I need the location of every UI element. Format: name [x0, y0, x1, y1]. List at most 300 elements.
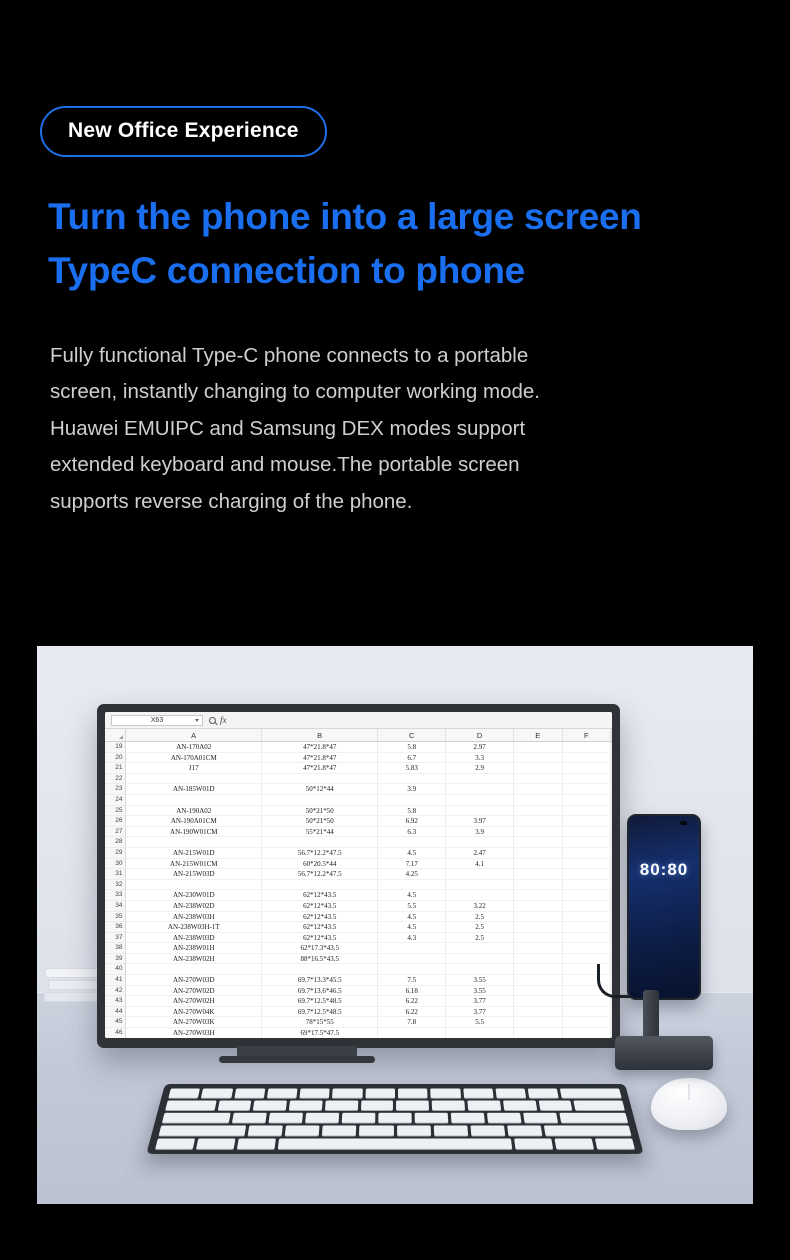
row-header[interactable]: 23: [105, 784, 126, 795]
key[interactable]: [503, 1100, 537, 1109]
cell-d[interactable]: [446, 880, 514, 891]
cell-f[interactable]: [563, 912, 611, 923]
table-row[interactable]: [105, 964, 612, 975]
smartphone[interactable]: [627, 814, 701, 1000]
cell-b[interactable]: 50*12*44: [262, 784, 378, 795]
key[interactable]: [325, 1100, 358, 1109]
chevron-down-icon[interactable]: [195, 719, 199, 722]
cell-c[interactable]: 7.17: [378, 859, 446, 870]
cell-a[interactable]: AN-270W02D: [126, 986, 262, 997]
key-shift-right[interactable]: [544, 1125, 631, 1135]
cell-d[interactable]: 2.47: [446, 848, 514, 859]
cell-a[interactable]: J17: [126, 763, 262, 774]
cell-e[interactable]: [514, 837, 562, 848]
cell-c[interactable]: 5.5: [378, 901, 446, 912]
cell-a[interactable]: [126, 837, 262, 848]
key-fn[interactable]: [196, 1138, 236, 1148]
cell-a[interactable]: AN-230W01D: [126, 890, 262, 901]
cell-a[interactable]: AN-270W04K: [126, 1007, 262, 1018]
key[interactable]: [289, 1100, 323, 1109]
cell-b[interactable]: 47*21.8*47: [262, 763, 378, 774]
cell-e[interactable]: [514, 890, 562, 901]
key[interactable]: [378, 1113, 411, 1123]
key[interactable]: [359, 1125, 393, 1135]
cell-c[interactable]: [378, 943, 446, 954]
row-header[interactable]: 39: [105, 954, 126, 965]
cell-b[interactable]: 62*12*43.5: [262, 922, 378, 933]
key[interactable]: [217, 1100, 251, 1109]
cell-b[interactable]: [262, 964, 378, 975]
cell-a[interactable]: AN-215W03D: [126, 869, 262, 880]
cell-f[interactable]: [563, 1028, 611, 1038]
table-row[interactable]: [105, 774, 612, 785]
row-header[interactable]: 35: [105, 912, 126, 923]
row-header[interactable]: 24: [105, 795, 126, 806]
row-header[interactable]: 34: [105, 901, 126, 912]
cell-b[interactable]: 69.7*12.5*48.5: [262, 1007, 378, 1018]
cell-g[interactable]: [611, 784, 612, 795]
key[interactable]: [232, 1113, 267, 1123]
cell-d[interactable]: 3.77: [446, 1007, 514, 1018]
cell-d[interactable]: 2.5: [446, 933, 514, 944]
cell-e[interactable]: [514, 742, 562, 753]
key-alt-right[interactable]: [514, 1138, 553, 1148]
key[interactable]: [487, 1113, 521, 1123]
table-row[interactable]: [105, 827, 612, 838]
cell-f[interactable]: [563, 933, 611, 944]
cell-e[interactable]: [514, 753, 562, 764]
row-header[interactable]: 20: [105, 753, 126, 764]
cell-b[interactable]: 62*12*43.5: [262, 912, 378, 923]
cell-d[interactable]: 3.22: [446, 901, 514, 912]
row-header[interactable]: 30: [105, 859, 126, 870]
cell-b[interactable]: 62*12*43.5: [262, 933, 378, 944]
cell-a[interactable]: [126, 880, 262, 891]
key[interactable]: [432, 1100, 465, 1109]
cell-c[interactable]: 4.5: [378, 912, 446, 923]
cell-a[interactable]: AN-170A02: [126, 742, 262, 753]
key[interactable]: [365, 1089, 395, 1098]
keyboard[interactable]: [146, 1084, 643, 1154]
key[interactable]: [434, 1125, 469, 1135]
cell-e[interactable]: [514, 795, 562, 806]
cell-c[interactable]: 4.5: [378, 890, 446, 901]
cell-e[interactable]: [514, 1007, 562, 1018]
cell-a[interactable]: AN-270W03K: [126, 1017, 262, 1028]
cell-d[interactable]: 3.55: [446, 986, 514, 997]
table-row[interactable]: [105, 848, 612, 859]
key[interactable]: [415, 1113, 449, 1123]
key-ctrl-right[interactable]: [554, 1138, 594, 1148]
cell-f[interactable]: [563, 1007, 611, 1018]
cell-c[interactable]: 6.92: [378, 816, 446, 827]
cell-b[interactable]: 69*17.5*47.5: [262, 1028, 378, 1038]
key[interactable]: [397, 1125, 431, 1135]
cell-b[interactable]: [262, 880, 378, 891]
cell-f[interactable]: [563, 816, 611, 827]
table-row[interactable]: [105, 912, 612, 923]
key[interactable]: [538, 1100, 572, 1109]
cell-a[interactable]: [126, 795, 262, 806]
cell-g[interactable]: [611, 890, 612, 901]
table-row[interactable]: [105, 922, 612, 933]
row-header[interactable]: 21: [105, 763, 126, 774]
cell-e[interactable]: [514, 880, 562, 891]
table-row[interactable]: [105, 986, 612, 997]
cell-e[interactable]: [514, 869, 562, 880]
cell-a[interactable]: AN-170A01CM: [126, 753, 262, 764]
cell-g[interactable]: [611, 933, 612, 944]
cell-g[interactable]: [611, 753, 612, 764]
cell-e[interactable]: [514, 986, 562, 997]
cell-g[interactable]: [611, 880, 612, 891]
column-header-a[interactable]: A: [126, 729, 262, 741]
cell-f[interactable]: [563, 901, 611, 912]
table-row[interactable]: [105, 837, 612, 848]
key[interactable]: [523, 1113, 558, 1123]
row-header[interactable]: 33: [105, 890, 126, 901]
row-header[interactable]: 46: [105, 1028, 126, 1038]
cell-c[interactable]: 6.18: [378, 986, 446, 997]
key[interactable]: [398, 1089, 428, 1098]
cell-f[interactable]: [563, 763, 611, 774]
cell-g[interactable]: [611, 742, 612, 753]
cell-e[interactable]: [514, 827, 562, 838]
row-header[interactable]: 43: [105, 996, 126, 1007]
table-row[interactable]: [105, 859, 612, 870]
row-header[interactable]: 32: [105, 880, 126, 891]
cell-g[interactable]: [611, 901, 612, 912]
cell-b[interactable]: 50*21*50: [262, 816, 378, 827]
column-header-d[interactable]: D: [446, 729, 514, 741]
key-space[interactable]: [278, 1138, 512, 1148]
row-header[interactable]: 44: [105, 1007, 126, 1018]
cell-d[interactable]: 2.5: [446, 922, 514, 933]
cell-a[interactable]: AN-238W02D: [126, 901, 262, 912]
column-header-b[interactable]: B: [262, 729, 378, 741]
table-row[interactable]: [105, 1028, 612, 1038]
key[interactable]: [470, 1125, 505, 1135]
select-all-corner[interactable]: [105, 729, 126, 741]
cell-f[interactable]: [563, 943, 611, 954]
spreadsheet-body[interactable]: [105, 742, 612, 1038]
cell-a[interactable]: AN-185W01D: [126, 784, 262, 795]
key[interactable]: [361, 1100, 394, 1109]
cell-e[interactable]: [514, 933, 562, 944]
cell-b[interactable]: 55*21*44: [262, 827, 378, 838]
cell-a[interactable]: AN-238W03H-1T: [126, 922, 262, 933]
cell-f[interactable]: [563, 890, 611, 901]
cell-e[interactable]: [514, 964, 562, 975]
table-row[interactable]: [105, 742, 612, 753]
cell-f[interactable]: [563, 774, 611, 785]
cell-f[interactable]: [563, 880, 611, 891]
table-row[interactable]: [105, 763, 612, 774]
key[interactable]: [253, 1100, 287, 1109]
cell-b[interactable]: 78*15*55: [262, 1017, 378, 1028]
cell-a[interactable]: [126, 964, 262, 975]
row-header[interactable]: 42: [105, 986, 126, 997]
key[interactable]: [342, 1113, 376, 1123]
cell-g[interactable]: [611, 922, 612, 933]
cell-g[interactable]: [611, 1007, 612, 1018]
cell-d[interactable]: [446, 774, 514, 785]
cell-c[interactable]: 6.22: [378, 996, 446, 1007]
key[interactable]: [305, 1113, 339, 1123]
cell-e[interactable]: [514, 774, 562, 785]
cell-g[interactable]: [611, 806, 612, 817]
cell-a[interactable]: AN-270W03H: [126, 1028, 262, 1038]
cell-f[interactable]: [563, 848, 611, 859]
keyboard-row[interactable]: [165, 1100, 624, 1109]
cell-b[interactable]: 60*20.5*44: [262, 859, 378, 870]
cell-d[interactable]: [446, 795, 514, 806]
cell-c[interactable]: 7.5: [378, 975, 446, 986]
cell-e[interactable]: [514, 1017, 562, 1028]
cell-e[interactable]: [514, 954, 562, 965]
cell-b[interactable]: 47*21.8*47: [262, 742, 378, 753]
table-row[interactable]: [105, 996, 612, 1007]
cell-g[interactable]: [611, 827, 612, 838]
cell-e[interactable]: [514, 816, 562, 827]
cell-d[interactable]: 3.97: [446, 816, 514, 827]
keyboard-row[interactable]: [159, 1125, 632, 1135]
cell-d[interactable]: [446, 837, 514, 848]
key-backspace[interactable]: [560, 1089, 621, 1098]
cell-e[interactable]: [514, 848, 562, 859]
cell-g[interactable]: [611, 763, 612, 774]
cell-d[interactable]: [446, 964, 514, 975]
mouse[interactable]: [651, 1078, 727, 1130]
cell-g[interactable]: [611, 774, 612, 785]
row-header[interactable]: 25: [105, 806, 126, 817]
keyboard-row[interactable]: [168, 1089, 621, 1098]
cell-f[interactable]: [563, 954, 611, 965]
cell-f[interactable]: [563, 742, 611, 753]
key[interactable]: [451, 1113, 485, 1123]
cell-c[interactable]: 6.3: [378, 827, 446, 838]
name-box[interactable]: [111, 715, 203, 726]
column-header-c[interactable]: C: [378, 729, 446, 741]
cell-g[interactable]: [611, 954, 612, 965]
row-header[interactable]: 38: [105, 943, 126, 954]
cell-g[interactable]: [611, 912, 612, 923]
cell-e[interactable]: [514, 912, 562, 923]
cell-e[interactable]: [514, 996, 562, 1007]
cell-g[interactable]: [611, 943, 612, 954]
row-header[interactable]: 41: [105, 975, 126, 986]
cell-f[interactable]: [563, 827, 611, 838]
cell-d[interactable]: 3.3: [446, 753, 514, 764]
table-row[interactable]: [105, 869, 612, 880]
cell-g[interactable]: [611, 848, 612, 859]
cell-d[interactable]: [446, 890, 514, 901]
table-row[interactable]: [105, 753, 612, 764]
keyboard-row[interactable]: [155, 1138, 635, 1148]
key[interactable]: [322, 1125, 357, 1135]
table-row[interactable]: [105, 1007, 612, 1018]
row-header[interactable]: 29: [105, 848, 126, 859]
cell-c[interactable]: 6.22: [378, 1007, 446, 1018]
cell-b[interactable]: 69.7*12.5*48.5: [262, 996, 378, 1007]
row-header[interactable]: 36: [105, 922, 126, 933]
cell-d[interactable]: [446, 943, 514, 954]
cell-c[interactable]: 4.5: [378, 848, 446, 859]
cell-c[interactable]: 5.8: [378, 742, 446, 753]
key[interactable]: [507, 1125, 542, 1135]
cell-e[interactable]: [514, 784, 562, 795]
cell-c[interactable]: 4.3: [378, 933, 446, 944]
key[interactable]: [397, 1100, 430, 1109]
cell-d[interactable]: 3.55: [446, 975, 514, 986]
cell-b[interactable]: 69.7*13.6*46.5: [262, 986, 378, 997]
cell-f[interactable]: [563, 784, 611, 795]
key-arrow[interactable]: [595, 1138, 635, 1148]
cell-d[interactable]: [446, 869, 514, 880]
key[interactable]: [495, 1089, 526, 1098]
cell-e[interactable]: [514, 859, 562, 870]
cell-a[interactable]: AN-215W01D: [126, 848, 262, 859]
cell-f[interactable]: [563, 837, 611, 848]
key[interactable]: [574, 1100, 625, 1109]
key[interactable]: [234, 1089, 265, 1098]
row-header[interactable]: 28: [105, 837, 126, 848]
cell-e[interactable]: [514, 1028, 562, 1038]
cell-d[interactable]: 4.1: [446, 859, 514, 870]
cell-f[interactable]: [563, 996, 611, 1007]
cell-d[interactable]: [446, 784, 514, 795]
cell-d[interactable]: 2.97: [446, 742, 514, 753]
cell-d[interactable]: [446, 954, 514, 965]
key-caps[interactable]: [162, 1113, 231, 1123]
cell-c[interactable]: 5.83: [378, 763, 446, 774]
row-header[interactable]: 19: [105, 742, 126, 753]
column-header-e[interactable]: E: [514, 729, 562, 741]
table-row[interactable]: [105, 901, 612, 912]
cell-b[interactable]: 88*16.5*43.5: [262, 954, 378, 965]
row-header[interactable]: 22: [105, 774, 126, 785]
cell-f[interactable]: [563, 753, 611, 764]
cell-d[interactable]: 5.5: [446, 1017, 514, 1028]
cell-e[interactable]: [514, 901, 562, 912]
cell-d[interactable]: 2.5: [446, 912, 514, 923]
table-row[interactable]: [105, 954, 612, 965]
cell-a[interactable]: AN-270W03D: [126, 975, 262, 986]
cell-d[interactable]: 2.9: [446, 763, 514, 774]
key[interactable]: [463, 1089, 493, 1098]
cell-c[interactable]: 6.7: [378, 753, 446, 764]
cell-e[interactable]: [514, 763, 562, 774]
cell-a[interactable]: AN-190W01CM: [126, 827, 262, 838]
cell-f[interactable]: [563, 922, 611, 933]
magnifier-icon[interactable]: [209, 717, 216, 724]
cell-d[interactable]: [446, 1028, 514, 1038]
cell-c[interactable]: [378, 1028, 446, 1038]
column-header-f[interactable]: F: [563, 729, 611, 741]
cell-b[interactable]: 50*21*50: [262, 806, 378, 817]
cell-b[interactable]: 69.7*13.3*45.5: [262, 975, 378, 986]
cell-b[interactable]: 62*17.3*43.5: [262, 943, 378, 954]
cell-a[interactable]: AN-238W02H: [126, 954, 262, 965]
cell-a[interactable]: [126, 774, 262, 785]
key-tab[interactable]: [165, 1100, 216, 1109]
cell-a[interactable]: AN-270W02H: [126, 996, 262, 1007]
table-row[interactable]: [105, 816, 612, 827]
cell-d[interactable]: [446, 806, 514, 817]
key-enter[interactable]: [559, 1113, 628, 1123]
key[interactable]: [430, 1089, 460, 1098]
table-row[interactable]: [105, 943, 612, 954]
cell-b[interactable]: [262, 795, 378, 806]
cell-a[interactable]: AN-190A02: [126, 806, 262, 817]
key[interactable]: [168, 1089, 200, 1098]
cell-f[interactable]: [563, 869, 611, 880]
cell-b[interactable]: 62*12*43.5: [262, 890, 378, 901]
row-header[interactable]: 37: [105, 933, 126, 944]
cell-g[interactable]: [611, 837, 612, 848]
key[interactable]: [332, 1089, 362, 1098]
column-header-g[interactable]: [611, 729, 612, 741]
key-ctrl[interactable]: [155, 1138, 195, 1148]
key[interactable]: [528, 1089, 559, 1098]
cell-d[interactable]: 3.9: [446, 827, 514, 838]
cell-a[interactable]: AN-215W01CM: [126, 859, 262, 870]
row-header[interactable]: 40: [105, 964, 126, 975]
cell-e[interactable]: [514, 806, 562, 817]
cell-b[interactable]: [262, 774, 378, 785]
cell-c[interactable]: 4.25: [378, 869, 446, 880]
cell-b[interactable]: [262, 837, 378, 848]
key[interactable]: [269, 1113, 303, 1123]
table-row[interactable]: [105, 890, 612, 901]
key[interactable]: [247, 1125, 282, 1135]
cell-c[interactable]: [378, 880, 446, 891]
cell-f[interactable]: [563, 859, 611, 870]
cell-f[interactable]: [563, 795, 611, 806]
table-row[interactable]: [105, 784, 612, 795]
cell-a[interactable]: AN-238W01H: [126, 943, 262, 954]
cell-b[interactable]: 56.7*12.2*47.5: [262, 848, 378, 859]
cell-c[interactable]: [378, 795, 446, 806]
cell-a[interactable]: AN-238W03D: [126, 933, 262, 944]
cell-g[interactable]: [611, 859, 612, 870]
cell-f[interactable]: [563, 1017, 611, 1028]
cell-g[interactable]: [611, 1028, 612, 1038]
cell-b[interactable]: 56.7*12.2*47.5: [262, 869, 378, 880]
formula-bar[interactable]: [209, 715, 227, 725]
cell-c[interactable]: [378, 954, 446, 965]
cell-b[interactable]: 62*12*43.5: [262, 901, 378, 912]
cell-g[interactable]: [611, 869, 612, 880]
row-header[interactable]: 26: [105, 816, 126, 827]
row-header[interactable]: 45: [105, 1017, 126, 1028]
row-header[interactable]: 27: [105, 827, 126, 838]
cell-c[interactable]: 3.9: [378, 784, 446, 795]
key[interactable]: [467, 1100, 501, 1109]
key[interactable]: [201, 1089, 232, 1098]
cell-f[interactable]: [563, 806, 611, 817]
table-row[interactable]: [105, 933, 612, 944]
key[interactable]: [300, 1089, 330, 1098]
table-row[interactable]: [105, 975, 612, 986]
table-row[interactable]: [105, 1017, 612, 1028]
key[interactable]: [285, 1125, 320, 1135]
key[interactable]: [267, 1089, 298, 1098]
key-alt[interactable]: [237, 1138, 276, 1148]
cell-d[interactable]: 3.77: [446, 996, 514, 1007]
keyboard-row[interactable]: [162, 1113, 628, 1123]
cell-e[interactable]: [514, 975, 562, 986]
